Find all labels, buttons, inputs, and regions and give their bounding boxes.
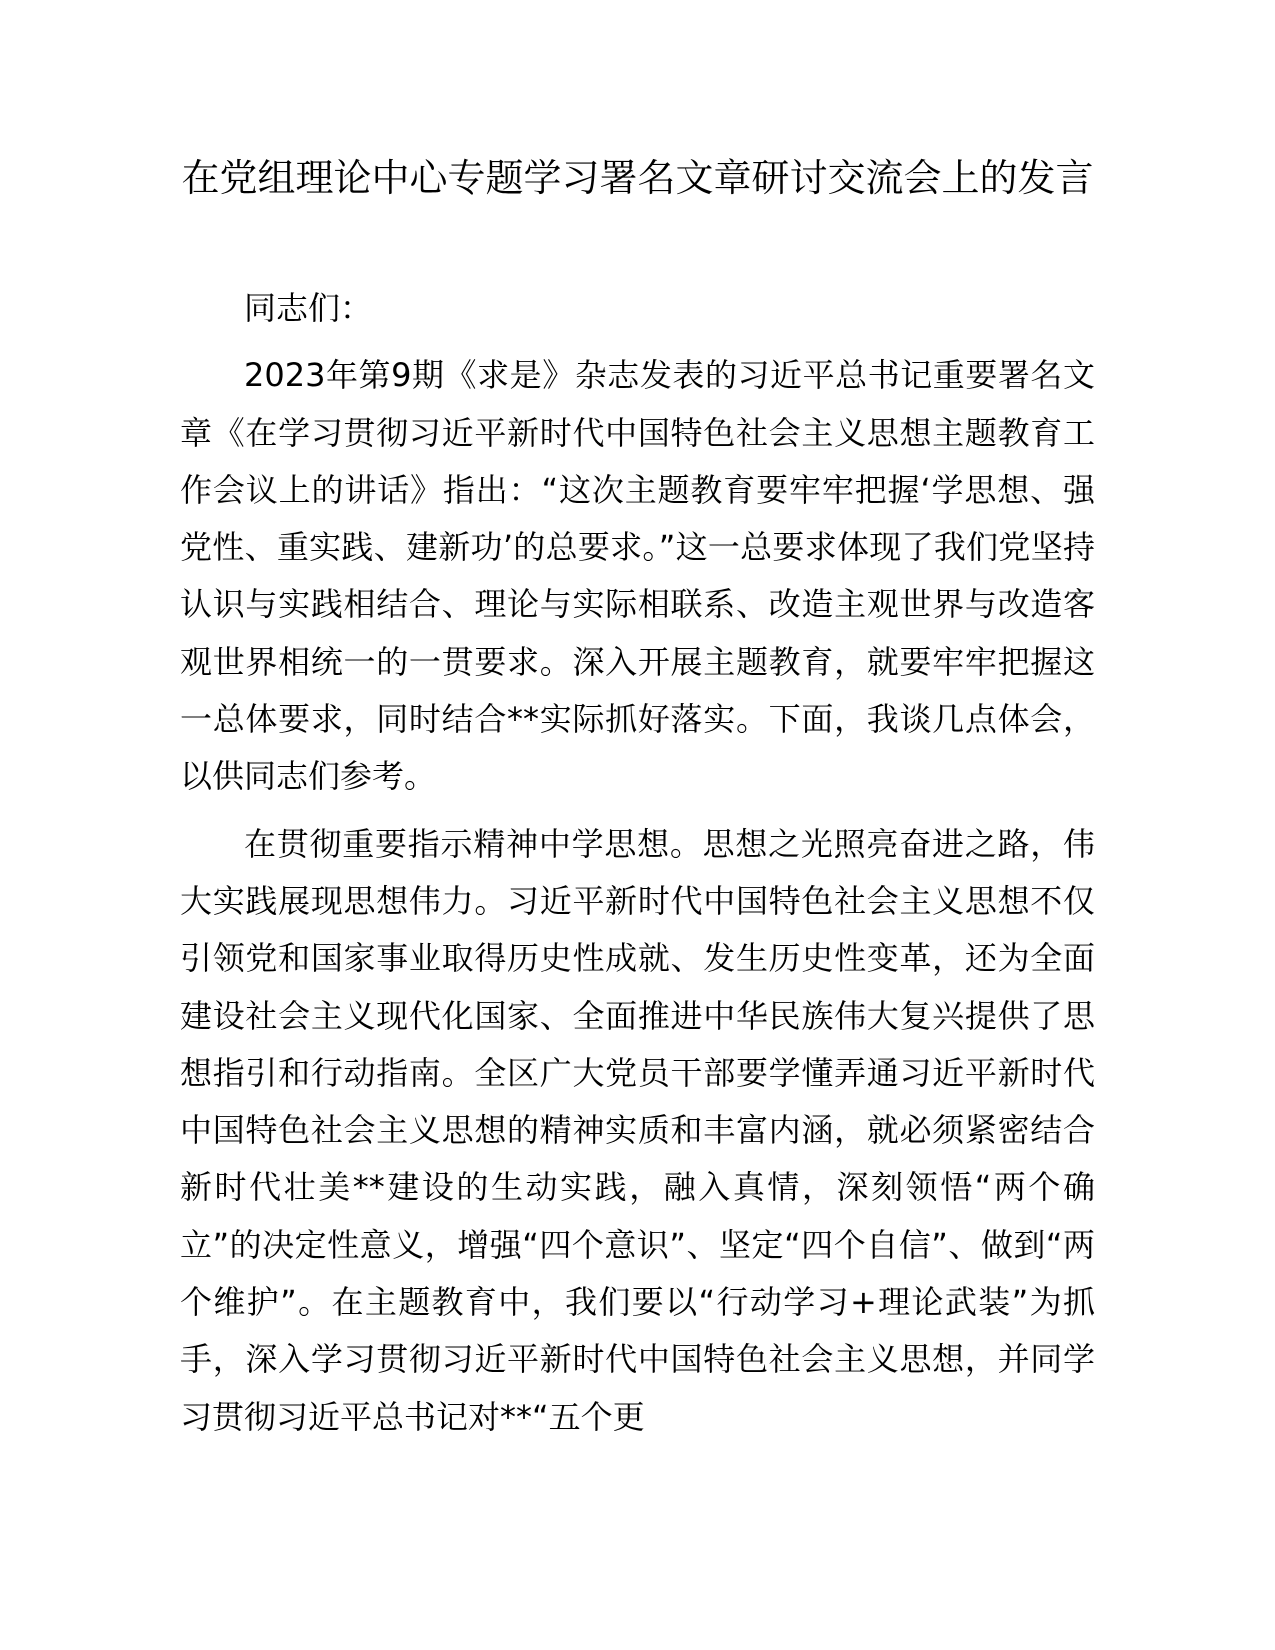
- study-thought-paragraph: 在贯彻重要指示精神中学思想。思想之光照亮奋进之路，伟大实践展现思想伟力。习近平新时代中国特色社会主义思想不仅引领党和国家事业取得历史性成就、发生历史性变革，还为全面建设社会主义现代化国家、全面推进中华民族伟大复兴提供了思想指引和行动指南。全区广大党员干部要学懂弄通习近平新时代中国特色社会主义思想的精神实质和丰富内涵，就必须紧密结合新时代壮美**建设的生动实践，融入真情，深刻领悟“两个确立”的决定性意义，增强“四个意识”、坚定“四个自信”、做到“两个维护”。在主题教育中，我们要以“行动学习+理论武装”为抓手，深入学习贯彻习近平新时代中国特色社会主义思想，并同学习贯彻习近平总书记对**“五个更: [180, 824, 1095, 1436]
- document-body: [180, 280, 1095, 1456]
- intro-paragraph: 2023年第9期《求是》杂志发表的习近平总书记重要署名文章《在学习贯彻习近平新时代中国特色社会主义思想主题教育工作会议上的讲话》指出：“这次主题教育要牢牢把握‘学思想、强党性、重实践、建新功’的总要求。”这一总要求体现了我们党坚持认识与实践相结合、理论与实际相联系、改造主观世界与改造客观世界相统一的一贯要求。深入开展主题教育，就要牢牢把握这一总体要求，同时结合**实际抓好落实。下面，我谈几点体会，以供同志们参考。: [180, 356, 1095, 796]
- document-title: 在党组理论中心专题学习署名文章研讨交流会上的发言: [181, 156, 1094, 200]
- salutation-paragraph: 同志们：: [244, 289, 373, 327]
